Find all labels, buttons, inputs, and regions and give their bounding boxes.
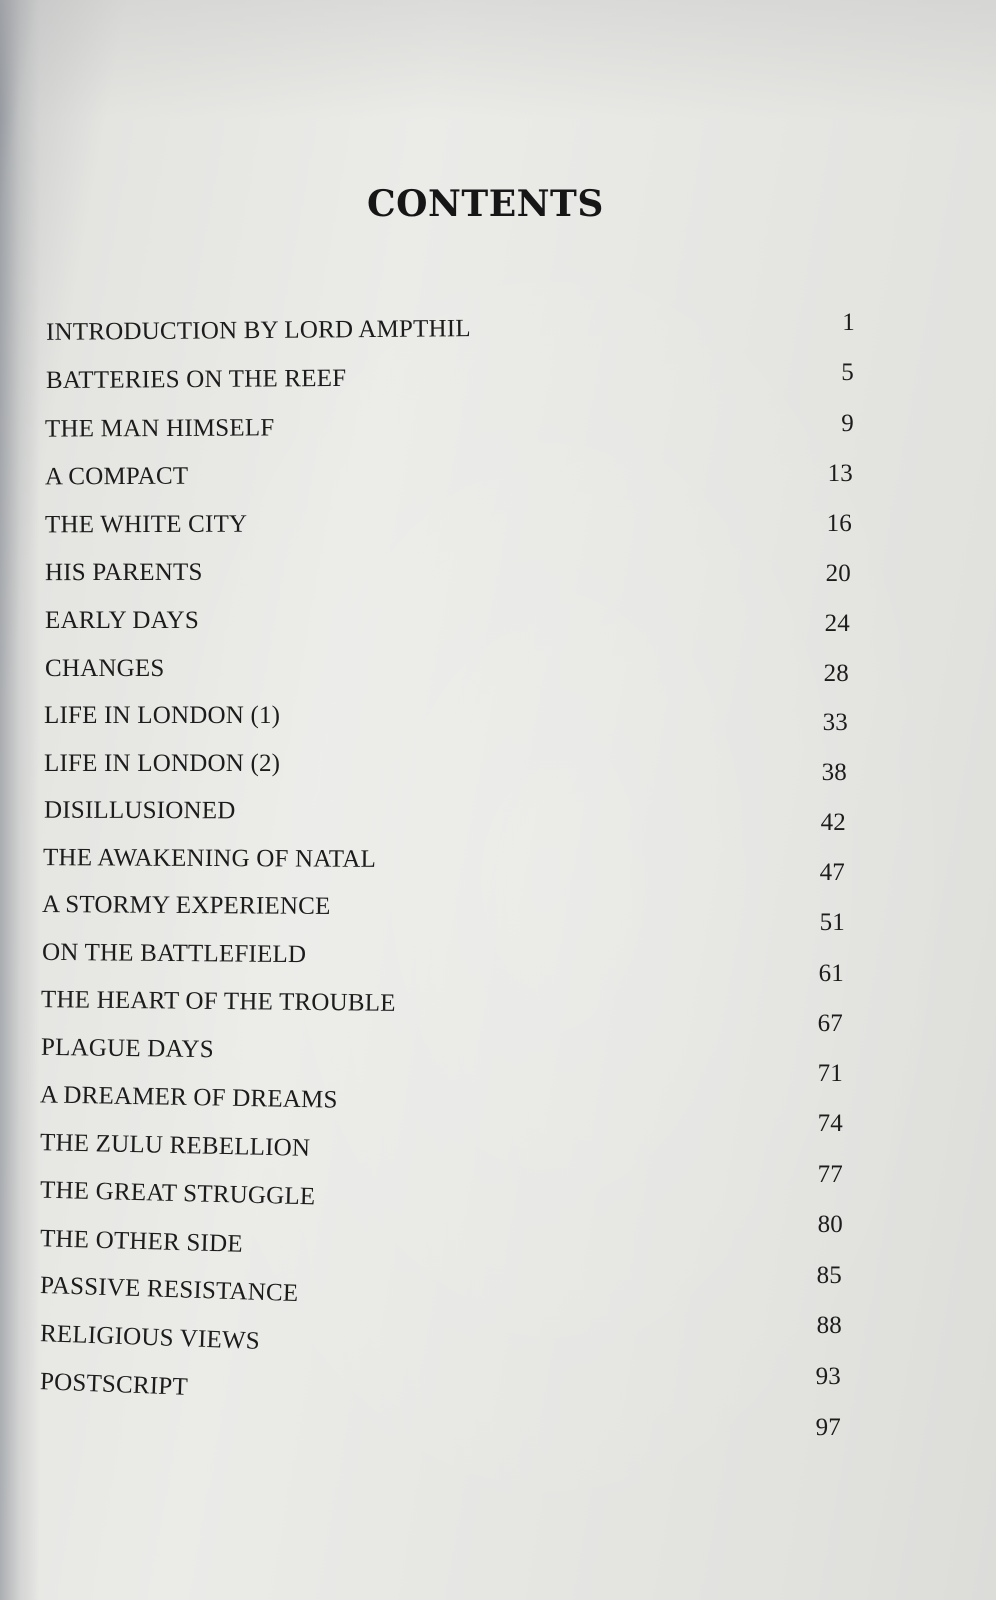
toc-entry-label: PASSIVE RESISTANCE xyxy=(39,1271,299,1308)
toc-entry-label: THE MAN HIMSELF xyxy=(44,414,275,443)
toc-page-number: 74 xyxy=(817,1110,843,1137)
toc-entry-label: A DREAMER OF DREAMS xyxy=(39,1081,338,1114)
toc-page-number: 77 xyxy=(817,1161,843,1188)
toc-page-number: 93 xyxy=(815,1363,841,1390)
toc-page-number: 24 xyxy=(824,610,850,637)
toc-page-number: 28 xyxy=(823,660,849,687)
toc-entry-label: ON THE BATTLEFIELD xyxy=(41,938,307,969)
toc-entry-label: LIFE IN LONDON (1) xyxy=(44,702,281,729)
toc-page-number: 42 xyxy=(820,809,846,836)
toc-entry-label: CHANGES xyxy=(45,655,165,682)
toc-page-number: 71 xyxy=(817,1060,843,1087)
toc-entry-label: LIFE IN LONDON (2) xyxy=(44,750,281,777)
toc-entry-label: THE AWAKENING OF NATAL xyxy=(42,844,377,873)
toc-page-number: 9 xyxy=(841,410,854,437)
toc-page-number: 80 xyxy=(817,1211,843,1238)
toc-entry-label: THE OTHER SIDE xyxy=(39,1225,244,1258)
toc-page-number: 38 xyxy=(821,759,847,786)
toc-page-number: 85 xyxy=(816,1262,842,1289)
page-title: CONTENTS xyxy=(367,183,604,225)
page-top-shadow xyxy=(0,0,996,120)
toc-page-number: 67 xyxy=(817,1010,843,1037)
toc-entry-label: THE HEART OF THE TROUBLE xyxy=(40,986,396,1017)
toc-page-number: 20 xyxy=(825,560,851,587)
toc-page-number: 13 xyxy=(827,460,853,487)
toc-entry-label: POSTSCRIPT xyxy=(39,1368,189,1401)
toc-entry-label: HIS PARENTS xyxy=(44,558,203,587)
toc-entry-label: A COMPACT xyxy=(44,462,189,491)
toc-entry-label: BATTERIES ON THE REEF xyxy=(45,364,347,395)
toc-page-number: 97 xyxy=(815,1414,841,1441)
toc-entry-label: PLAGUE DAYS xyxy=(40,1033,215,1064)
toc-entry-label: THE WHITE CITY xyxy=(44,510,248,539)
toc-page-number: 47 xyxy=(819,859,845,886)
toc-entry-label: RELIGIOUS VIEWS xyxy=(39,1320,261,1355)
toc-entry-label: A STORMY EXPERIENCE xyxy=(41,890,331,921)
toc-page-number: 1 xyxy=(842,309,855,336)
toc-page-number: 61 xyxy=(818,960,844,987)
toc-entry-label: THE ZULU REBELLION xyxy=(39,1129,311,1162)
toc-entry-label: THE GREAT STRUGGLE xyxy=(39,1176,316,1211)
toc-entry-label: INTRODUCTION BY LORD AMPTHIL xyxy=(45,315,471,346)
toc-page-number: 5 xyxy=(841,359,854,386)
toc-page-number: 51 xyxy=(819,909,845,936)
toc-page-number: 88 xyxy=(816,1312,842,1339)
toc-entry-label: EARLY DAYS xyxy=(45,607,199,634)
toc-page-number: 33 xyxy=(822,709,848,736)
toc-entry-label: DISILLUSIONED xyxy=(43,796,236,825)
toc-page-number: 16 xyxy=(826,510,852,537)
page-edge-shadow xyxy=(0,0,40,1600)
